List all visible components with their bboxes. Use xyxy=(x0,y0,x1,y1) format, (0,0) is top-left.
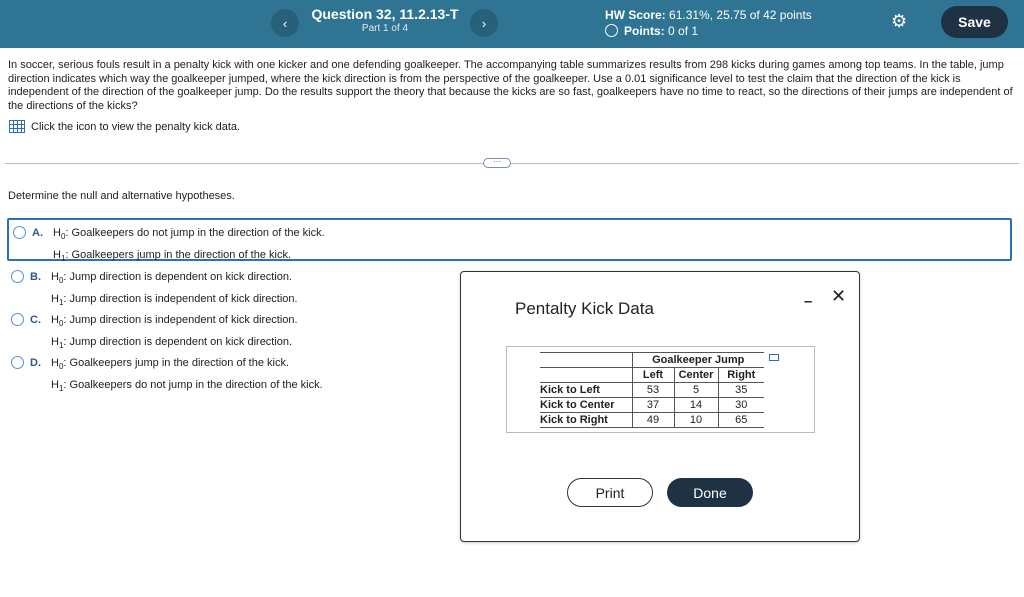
group-header: Goalkeeper Jump xyxy=(632,353,764,368)
gear-icon[interactable]: ⚙ xyxy=(891,11,908,31)
radio-button[interactable] xyxy=(11,356,24,369)
score-panel xyxy=(605,7,812,39)
top-bar xyxy=(0,0,1024,48)
cell: 37 xyxy=(632,398,674,413)
points-label: Points: xyxy=(624,24,665,38)
question-number: Question 32, 11.2.13-T xyxy=(311,6,459,22)
expand-dots-button[interactable]: ··· xyxy=(483,158,511,168)
option-letter: A. xyxy=(32,227,43,239)
option-letter: D. xyxy=(30,357,41,369)
option-d[interactable]: D. $H_0$: Goalkeepers jump in the direction of the kick. $H_1$: Goalkeepers do not jump in the direction of the kick. xyxy=(7,350,1012,398)
option-b[interactable]: B. $H_0$: Jump direction is dependent on kick direction. $H_1$: Jump direction is independent of kick direction. xyxy=(7,264,1012,312)
points-value: 0 of 1 xyxy=(668,24,699,38)
radio-button[interactable] xyxy=(13,226,26,239)
column-header: Right xyxy=(718,368,764,383)
row-label: Kick to Center xyxy=(540,398,632,413)
close-icon[interactable]: ✕ xyxy=(831,286,847,306)
option-a[interactable]: A. $H_0$: Goalkeepers do not jump in the direction of the kick. $H_1$: Goalkeepers jump in the direction of the kick. xyxy=(7,218,1012,261)
cell: 53 xyxy=(632,383,674,398)
penalty-kick-table xyxy=(540,352,764,428)
popout-icon[interactable] xyxy=(769,354,779,361)
done-button[interactable]: Done xyxy=(667,478,753,507)
data-dialog xyxy=(460,271,860,542)
h0-text: Goalkeepers do not jump in the direction of the kick. xyxy=(71,227,325,239)
table-row xyxy=(540,398,764,413)
hw-score: 61.31%, 25.75 of 42 points xyxy=(669,8,812,22)
cell: 65 xyxy=(718,413,764,428)
question-title xyxy=(300,6,470,34)
option-c[interactable]: C. $H_0$: Jump direction is independent of kick direction. $H_1$: Jump direction is dependent on kick direction. xyxy=(7,307,1012,355)
dialog-title: Pentalty Kick Data xyxy=(515,299,654,318)
divider xyxy=(5,163,1019,164)
data-table-container xyxy=(506,346,815,433)
h1-text: Goalkeepers do not jump in the direction of the kick. xyxy=(69,379,323,392)
cell: 30 xyxy=(718,398,764,413)
option-letter: B. xyxy=(30,271,41,283)
cell: 10 xyxy=(674,413,718,428)
print-button[interactable]: Print xyxy=(567,478,653,507)
save-button[interactable]: Save xyxy=(941,6,1008,38)
column-header: Left xyxy=(632,368,674,383)
data-link[interactable] xyxy=(9,120,240,133)
previous-question-button[interactable]: ‹ xyxy=(271,9,299,37)
option-letter: C. xyxy=(30,314,41,326)
radio-button[interactable] xyxy=(11,313,24,326)
cell: 14 xyxy=(674,398,718,413)
column-header: Center xyxy=(674,368,718,383)
part-indicator: Part 1 of 4 xyxy=(361,23,409,34)
points-circle-icon xyxy=(605,24,618,37)
table-row xyxy=(540,383,764,398)
cell: 5 xyxy=(674,383,718,398)
data-link-text[interactable]: Click the icon to view the penalty kick data. xyxy=(31,120,241,133)
minimize-icon[interactable]: – xyxy=(804,293,813,310)
h1-text: Jump direction is dependent on kick direction. xyxy=(69,336,293,349)
radio-button[interactable] xyxy=(11,270,24,283)
row-label: Kick to Left xyxy=(540,383,632,398)
h1-text: Jump direction is independent of kick direction. xyxy=(69,293,298,306)
hw-score-label: HW Score: xyxy=(605,8,666,22)
h0-text: Goalkeepers jump in the direction of the kick. xyxy=(69,357,290,369)
prompt-text: Determine the null and alternative hypotheses. xyxy=(8,190,235,202)
cell: 49 xyxy=(632,413,674,428)
table-row xyxy=(540,413,764,428)
next-question-button[interactable]: › xyxy=(470,9,498,37)
h0-text: Jump direction is independent of kick direction. xyxy=(69,314,298,326)
h1-text: Goalkeepers jump in the direction of the kick. xyxy=(71,249,292,262)
question-text: In soccer, serious fouls result in a penalty kick with one kicker and one defending goalkeeper. The accompanying table summarizes results from 298 kicks during games among top teams. In the table, jump direction indicates which way the goalkeeper jumped, where the kick direction is from the perspective of the goalkeeper. Use a 0.01 significance level to test the claim that the direction of the kick is independent of the direction of the goalkeeper jump. Do the results support the theory that because the kicks are so fast, goalkeepers have no time to react, so the directions of their jumps are independent of the directions of the kicks? xyxy=(8,59,1013,112)
row-label: Kick to Right xyxy=(540,413,632,428)
table-icon[interactable] xyxy=(9,120,25,133)
cell: 35 xyxy=(718,383,764,398)
h0-text: Jump direction is dependent on kick direction. xyxy=(69,271,293,283)
